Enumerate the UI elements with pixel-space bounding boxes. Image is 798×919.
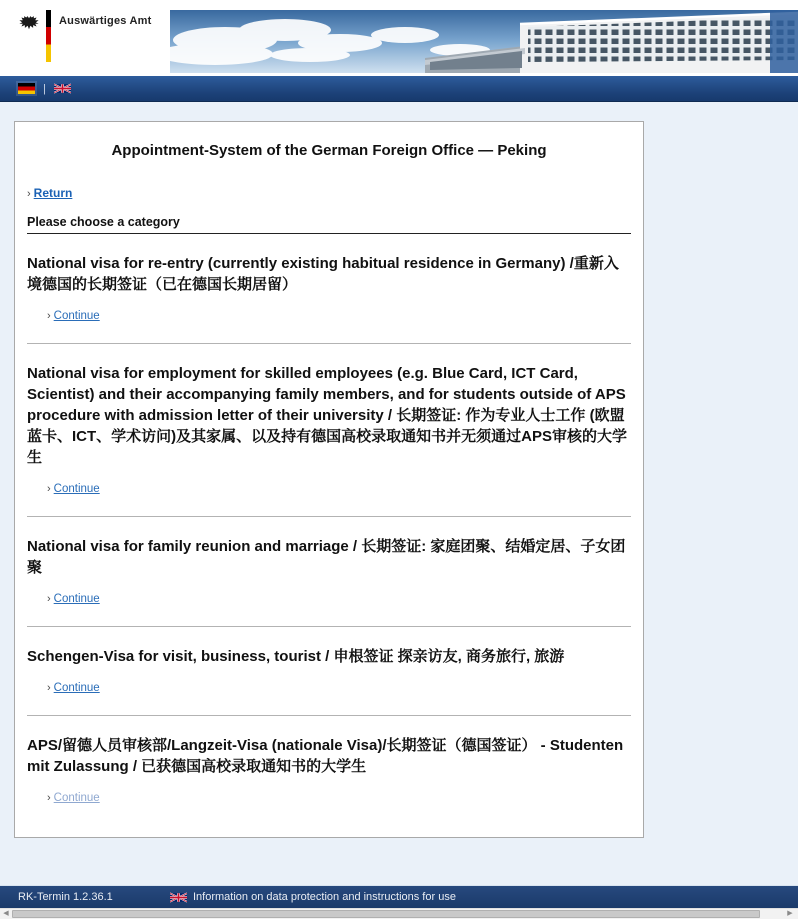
chevron-right-icon: › [47, 682, 51, 694]
main-panel [14, 121, 644, 838]
continue-link[interactable]: Continue [53, 593, 100, 605]
chevron-right-icon: › [47, 310, 51, 322]
category-item [27, 646, 631, 716]
page-title: Appointment-System of the German Foreign Office — Peking [111, 142, 547, 159]
scrollbar-thumb[interactable] [12, 910, 760, 918]
building-photo [170, 10, 798, 73]
app-header [0, 0, 798, 76]
category-title: National visa for family reunion and marriage / 长期签证: 家庭团聚、结婚定居、子女团聚 [27, 538, 626, 576]
continue-link[interactable]: Continue [53, 483, 100, 495]
main-area [0, 121, 798, 885]
federal-eagle-icon [18, 12, 40, 34]
app-version: RK-Termin 1.2.36.1 [18, 891, 113, 903]
language-separator: | [43, 82, 46, 95]
category-item [27, 536, 631, 627]
category-title: APS/留德人员审核部/Langzeit-Visa (nationale Visa)/长期签证（德国签证） - Studenten mit Zulassung / 已获德国高校录取通知书的大学生 [27, 737, 624, 775]
chevron-right-icon: › [27, 188, 31, 200]
language-bar [0, 76, 798, 102]
horizontal-scrollbar[interactable] [0, 908, 798, 919]
category-title: National visa for employment for skilled employees (e.g. Blue Card, ICT Card, Scientist) and their accompanying family members, and for students outside of APS procedure with admission letter of their university / 长期签证: 作为专业人士工作 (欧盟蓝卡、ICT、学术访问)及其家属、以及持有德国高校录取通知书并无须通过APS审核的大学生 [27, 365, 628, 466]
category-divider [27, 626, 631, 627]
chevron-right-icon: › [47, 593, 51, 605]
return-link[interactable]: Return [33, 186, 73, 200]
category-item [27, 735, 631, 804]
scroll-left-button[interactable]: ◀ [3, 910, 9, 917]
category-divider [27, 516, 631, 517]
category-title: Schengen-Visa for visit, business, tourist / 申根签证 探亲访友, 商务旅行, 旅游 [27, 648, 565, 665]
choose-category-heading: Please choose a category [27, 215, 631, 234]
app-footer [0, 885, 798, 908]
scroll-right-button[interactable]: ▶ [787, 910, 793, 917]
foreign-office-logo [18, 10, 151, 62]
chevron-right-icon: › [47, 792, 51, 804]
category-title: National visa for re-entry (currently existing habitual residence in Germany) /重新入境德国的长期签证（已在德国长期居留） [27, 255, 619, 293]
data-protection-label: Information on data protection and instructions for use [193, 891, 456, 903]
return-row [27, 186, 631, 200]
category-item [27, 253, 631, 344]
continue-link[interactable]: Continue [53, 682, 100, 694]
data-protection-link[interactable] [170, 891, 456, 903]
building-photo-image [170, 10, 798, 73]
continue-link[interactable]: Continue [53, 792, 100, 804]
german-language-flag-icon[interactable] [18, 83, 35, 94]
category-divider [27, 343, 631, 344]
english-language-flag-icon[interactable] [54, 83, 71, 94]
category-item [27, 363, 631, 517]
continue-link[interactable]: Continue [53, 310, 100, 322]
chevron-right-icon: › [47, 483, 51, 495]
uk-flag-icon [170, 892, 187, 903]
category-divider [27, 715, 631, 716]
german-flag-stripe [46, 10, 51, 62]
logo-text: Auswärtiges Amt [59, 15, 152, 27]
